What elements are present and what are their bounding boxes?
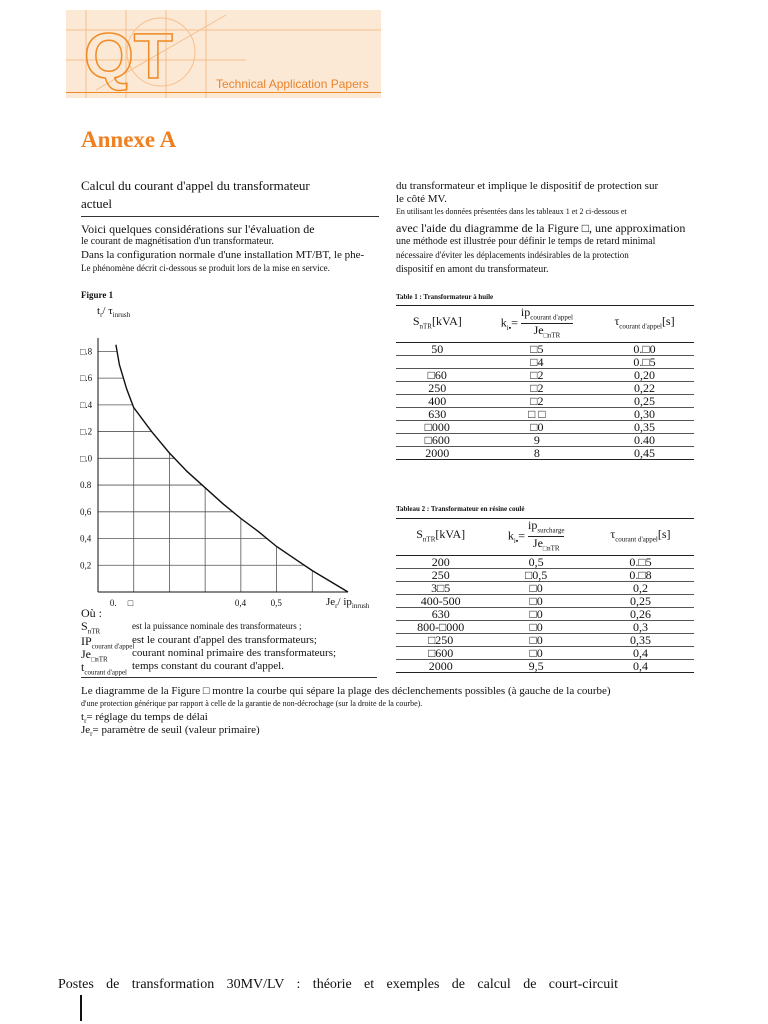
page-title: Annexe A: [81, 127, 177, 152]
table-cell: □0: [485, 620, 587, 633]
table-cell: 800-□000: [396, 620, 485, 633]
chart-axes: [98, 338, 348, 592]
chart-y-ticks: [80, 346, 93, 570]
bottom-line-3: $t_r=$ réglage du temps de délai: [81, 711, 208, 726]
table-cell: 0,35: [587, 633, 694, 646]
section-heading-line2: actuel: [81, 196, 113, 211]
where-sym: t: [81, 660, 85, 674]
y-axis-sub2: inrush: [112, 311, 131, 320]
table-cell: 0,26: [587, 607, 694, 620]
table2-header-row: [396, 519, 694, 556]
x-axis-sym: Je: [326, 596, 336, 608]
table-cell: [396, 355, 479, 368]
table-cell: □2: [479, 381, 595, 394]
table-cell: 8: [479, 446, 595, 459]
table1-col-ratio: $k_{i▪}=$ $ip_{courant d'appel}$ $Je_{□nTR}$: [479, 306, 595, 343]
right-line-6: nécessaire d'éviter les déplacements indésirables de la protection: [396, 250, 629, 260]
x-tick-label: 0,5: [270, 598, 282, 608]
table-row: [396, 381, 694, 394]
intro-line-2: le courant de magnétisation d'un transformateur.: [81, 236, 274, 247]
table1-col-tau: $\tau_{courant d'appel}[s]$: [595, 306, 694, 343]
table-cell: 200: [396, 555, 485, 568]
table-cell: □2: [479, 368, 595, 381]
table-cell: □60: [396, 368, 479, 381]
table-row: [396, 659, 694, 672]
table-cell: 0,4: [587, 646, 694, 659]
table-cell: □0,5: [485, 568, 587, 581]
intro-line-4: Le phénomène décrit ci-dessous se produit lors de la mise en service.: [81, 263, 330, 273]
where-text: est la puissance nominale des transformateurs ;: [132, 621, 302, 631]
right-line-7: dispositif en amont du transformateur.: [396, 264, 549, 275]
table2-col-ratio: $k_{i▪}=$ $ip_{surcharge}$ $Je_{□nTR}$: [485, 519, 587, 556]
right-line-1: du transformateur et implique le dispositif de protection sur: [396, 180, 659, 192]
table-cell: 0.□5: [595, 355, 694, 368]
x-axis-ip: / ip: [337, 596, 352, 608]
y-tick-label: 0,2: [80, 560, 92, 571]
table2-grid: [396, 518, 694, 673]
x-axis-title: [326, 596, 369, 610]
table-cell: 50: [396, 342, 479, 355]
right-line-3: En utilisant les données présentées dans les tableaux 1 et 2 ci-dessous et: [396, 207, 627, 216]
figure-1-chart: [78, 318, 378, 610]
intro-line-3: Dans la configuration normale d'une installation MT/BT, le phe-: [81, 249, 365, 261]
section-heading-line1: Calcul du courant d'appel du transformateur: [81, 178, 310, 193]
y-axis-tau: / τ: [102, 305, 113, 317]
bottom-line-4: $Je_r=$ paramètre de seuil (valeur primaire): [81, 724, 260, 739]
table-cell: 0.□5: [587, 555, 694, 568]
table-cell: 0,45: [595, 446, 694, 459]
y-tick-label: □.4: [80, 399, 93, 410]
table-cell: 0,20: [595, 368, 694, 381]
table-cell: 400: [396, 394, 479, 407]
table-row: [396, 555, 694, 568]
table2-col-power: $S_{nTR}[kVA]$: [396, 519, 485, 556]
table-row: [396, 620, 694, 633]
table-cell: 0.□0: [595, 342, 694, 355]
table-cell: 250: [396, 381, 479, 394]
section-divider: [81, 216, 379, 217]
table-cell: 630: [396, 607, 485, 620]
table2-col-tau: $\tau_{courant d'appel}[s]$: [587, 519, 694, 556]
y-axis-sym: t: [97, 305, 101, 317]
table-cell: 0.□8: [587, 568, 694, 581]
table-cell: 630: [396, 407, 479, 420]
where-title: Où :: [81, 606, 102, 620]
y-tick-label: □.6: [80, 373, 93, 384]
x-axis-sub2: inrush: [351, 602, 370, 611]
table-cell: □4: [479, 355, 595, 368]
where-sub: courant d'appel: [91, 642, 135, 651]
table-row: [396, 607, 694, 620]
table-row: [396, 355, 694, 368]
bottom-line-1: Le diagramme de la Figure □ montre la courbe qui sépare la plage des déclenchements possibles (à gauche de la courbe): [81, 685, 611, 697]
table-cell: □600: [396, 433, 479, 446]
x-tick-label: □: [127, 598, 134, 608]
table-row: [396, 633, 694, 646]
y-tick-label: □.8: [80, 346, 93, 357]
intro-line-1: Voici quelques considérations sur l'évaluation de: [81, 222, 315, 236]
x-tick-label: 0,4: [234, 598, 247, 608]
chart-grid: [98, 351, 312, 592]
where-text: est le courant d'appel des transformateurs;: [132, 634, 317, 646]
table-row: [396, 407, 694, 420]
table-cell: □600: [396, 646, 485, 659]
table-cell: □0: [485, 581, 587, 594]
right-line-5: une méthode est illustrée pour définir le temps de retard minimal: [396, 236, 656, 247]
legend-divider: [81, 677, 377, 678]
table-cell: □0: [485, 607, 587, 620]
figure-label: Figure 1: [81, 290, 114, 300]
y-tick-label: 0,4: [80, 533, 92, 544]
where-sub: courant d'appel: [84, 668, 128, 677]
where-sub: nTR: [87, 627, 101, 636]
table-cell: 0,25: [595, 394, 694, 407]
where-sym: Je: [81, 647, 91, 661]
table-cell: 0,2: [587, 581, 694, 594]
table-cell: 250: [396, 568, 485, 581]
where-text: courant nominal primaire des transformateurs;: [132, 647, 337, 659]
x-axis-sub: r: [335, 602, 338, 611]
right-line-4: avec l'aide du diagramme de la Figure □, une approximation: [396, 221, 686, 235]
table-cell: 3□5: [396, 581, 485, 594]
y-tick-label: 0.8: [80, 480, 92, 491]
table-row: [396, 594, 694, 607]
where-item: [81, 660, 127, 676]
series-curve: [116, 345, 348, 592]
table-cell: 0,25: [587, 594, 694, 607]
where-sym: S: [81, 619, 88, 633]
table-cell: 0,3: [587, 620, 694, 633]
table-cell: □2: [479, 394, 595, 407]
table2: [396, 518, 694, 673]
table1-header-row: [396, 306, 694, 343]
table-cell: □0: [485, 646, 587, 659]
table1: [396, 305, 694, 460]
table-cell: 9: [479, 433, 595, 446]
table-row: [396, 568, 694, 581]
table-cell: 9,5: [485, 659, 587, 672]
table-row: [396, 342, 694, 355]
table-row: [396, 646, 694, 659]
where-sub: □nTR: [91, 655, 108, 664]
table-cell: □5: [479, 342, 595, 355]
table-cell: □0: [485, 594, 587, 607]
table-row: [396, 446, 694, 459]
table-cell: 0,4: [587, 659, 694, 672]
table1-col-power: $S_{nTR}[kVA]$: [396, 306, 479, 343]
where-item: [81, 619, 100, 635]
table-cell: 400-500: [396, 594, 485, 607]
table-cell: □ □: [479, 407, 595, 420]
where-text: temps constant du courant d'appel.: [132, 660, 284, 672]
table1-caption: Table 1 : Transformateur à huile: [396, 293, 494, 301]
y-tick-label: □.0: [80, 453, 93, 464]
table-row: [396, 433, 694, 446]
table-row: [396, 394, 694, 407]
bottom-line-2: d'une protection générique par rapport à celle de la garantie de non-décrochage (sur la droite de la courbe).: [81, 699, 423, 708]
table-cell: 0,5: [485, 555, 587, 568]
table-cell: □000: [396, 420, 479, 433]
table-cell: □250: [396, 633, 485, 646]
where-sym: IP: [81, 634, 92, 648]
table-cell: 0,35: [595, 420, 694, 433]
table-cell: 0,22: [595, 381, 694, 394]
chart-x-ticks: [110, 598, 282, 608]
table-row: [396, 368, 694, 381]
table-row: [396, 581, 694, 594]
table1-grid: [396, 305, 694, 460]
logo-letters: QT: [84, 20, 173, 92]
table-cell: 2000: [396, 659, 485, 672]
table-cell: 0.40: [595, 433, 694, 446]
footer-bar: [80, 995, 82, 1021]
brand-title: Technical Application Papers: [216, 77, 369, 91]
y-tick-label: 0,6: [80, 506, 92, 517]
table-cell: □0: [479, 420, 595, 433]
table-row: [396, 420, 694, 433]
y-axis-sub: r: [100, 311, 103, 320]
table-cell: □0: [485, 633, 587, 646]
table-cell: 0,30: [595, 407, 694, 420]
header-rule: [66, 92, 381, 93]
x-tick-label: 0.: [109, 598, 117, 608]
table-cell: 2000: [396, 446, 479, 459]
table2-caption: Tableau 2 : Transformateur en résine coulé: [396, 505, 525, 513]
y-tick-label: □.2: [80, 426, 93, 437]
chart-curve-group: [116, 345, 348, 592]
footer-text: Postes de transformation 30MV/LV : théorie et exemples de calcul de court-circuit: [58, 977, 618, 992]
right-line-2: le côté MV.: [396, 193, 447, 205]
